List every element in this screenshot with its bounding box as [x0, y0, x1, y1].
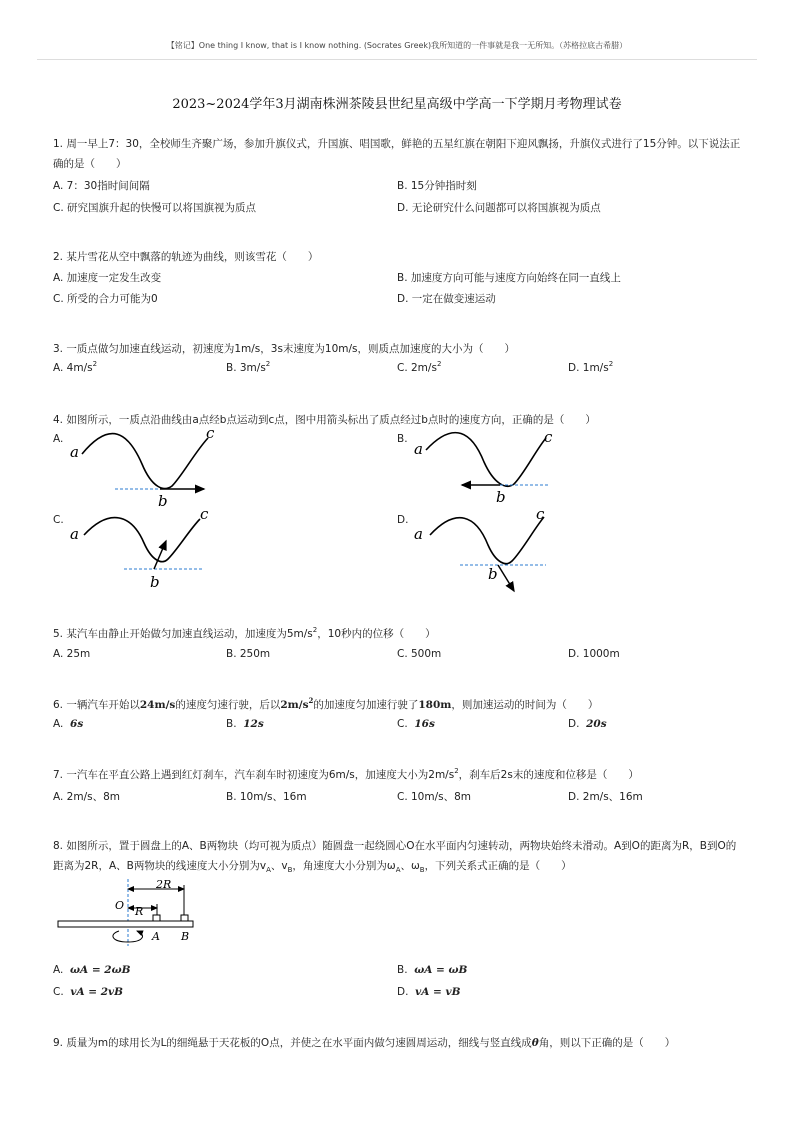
- q8-label-r: R: [135, 905, 144, 918]
- question-8-option-b[interactable]: [397, 964, 467, 976]
- q4d-point-c: c: [536, 505, 545, 523]
- question-1-line-1: 1. 周一早上7：30，全校师生齐聚广场，参加升旗仪式，升国旗、唱国歌，鲜艳的五星红旗在朝阳下迎风飘扬，升旗仪式进行了15分钟。以下说法正: [53, 138, 741, 150]
- q8-b-label: B.: [397, 964, 408, 976]
- q5-stem-pre: 5. 某汽车由静止开始做匀加速直线运动，加速度为5m/s: [53, 628, 313, 640]
- question-2-option-d[interactable]: D. 一定在做变速运动: [397, 293, 496, 305]
- question-2-option-a[interactable]: A. 加速度一定发生改变: [53, 272, 162, 284]
- question-4-figure-a[interactable]: [60, 422, 230, 512]
- question-3-option-c[interactable]: [397, 362, 441, 374]
- q3-d-exp: 2: [608, 360, 614, 368]
- q6-p2: 的速度匀速行驶，后以: [175, 699, 281, 711]
- q7-stem-post: ，刹车后2s末的速度和位移是（ ）: [458, 769, 639, 781]
- q8-c-label: C.: [53, 986, 64, 998]
- question-2-option-b[interactable]: B. 加速度方向可能与速度方向始终在同一直线上: [397, 272, 621, 284]
- question-7-option-d[interactable]: D. 2m/s、16m: [568, 791, 643, 803]
- q8-label-a: A: [152, 930, 160, 943]
- question-1-option-a[interactable]: A. 7：30指时间间隔: [53, 180, 150, 192]
- q4d-curve: [430, 517, 544, 564]
- question-8-line-1: 8. 如图所示，置于圆盘上的A、B两物块（均可视为质点）随圆盘一起绕圆心O在水平面内匀速转动，两物块始终未滑动。A到O的距离为R，B到O的: [53, 840, 737, 852]
- question-4-option-a-label[interactable]: A.: [53, 433, 64, 445]
- question-4-option-d-label[interactable]: D.: [397, 514, 409, 526]
- question-6-option-c[interactable]: [397, 718, 435, 730]
- q4b-point-a: a: [414, 440, 423, 458]
- q6-p3: 的加速度匀加速行驶了: [313, 699, 419, 711]
- q4d-point-b: b: [488, 565, 498, 583]
- q4c-velocity-arrow: [154, 541, 166, 569]
- question-1-option-b[interactable]: B. 15分钟指时刻: [397, 180, 477, 192]
- q3-d-text: D. 1m/s: [568, 362, 609, 374]
- q6-b-value: 12s: [243, 718, 264, 730]
- q4a-point-b: b: [158, 492, 168, 510]
- q8-block-a: [153, 915, 160, 921]
- q5-stem-post: ，10秒内的位移（ ）: [317, 628, 436, 640]
- q8-l2c: ，角速度大小分别为ω: [292, 860, 396, 872]
- question-4-figure-d[interactable]: [404, 505, 574, 600]
- q3-c-text: C. 2m/s: [397, 362, 437, 374]
- q9-theta: θ: [531, 1037, 539, 1049]
- question-2-stem: 2. 某片雪花从空中飘落的轨迹为曲线，则该雪花（ ）: [53, 251, 319, 263]
- question-7-stem: [53, 767, 639, 782]
- q8-label-o: O: [115, 899, 125, 912]
- q3-a-text: A. 4m/s: [53, 362, 93, 374]
- header-divider: [37, 59, 757, 60]
- q4b-point-c: c: [544, 428, 553, 446]
- q8-a-label: A.: [53, 964, 64, 976]
- q8-block-b: [181, 915, 188, 921]
- question-5-stem: [53, 626, 436, 641]
- question-9-stem: [53, 1035, 675, 1050]
- question-6-option-a[interactable]: [53, 718, 83, 730]
- question-1-line-2: 确的是（ ）: [53, 158, 127, 170]
- q4b-point-b: b: [496, 488, 506, 506]
- question-4-figure-c[interactable]: [60, 505, 230, 595]
- q6-b-label: B.: [226, 718, 237, 730]
- question-2-option-c[interactable]: C. 所受的合力可能为0: [53, 293, 158, 305]
- question-5-option-d[interactable]: D. 1000m: [568, 648, 620, 660]
- q8-label-b: B: [181, 930, 190, 943]
- q6-c-label: C.: [397, 718, 408, 730]
- exam-title: 2023~2024学年3月湖南株洲茶陵县世纪星高级中学高一下学期月考物理试卷: [172, 97, 622, 112]
- question-3-option-d[interactable]: [568, 362, 613, 374]
- question-5-option-b[interactable]: B. 250m: [226, 648, 271, 660]
- q3-b-text: B. 3m/s: [226, 362, 266, 374]
- question-8-stem: [53, 836, 743, 876]
- q4a-point-a: a: [70, 443, 79, 461]
- question-8-option-a[interactable]: [53, 964, 130, 976]
- q6-v2: 2m/s: [280, 699, 309, 711]
- q8-sub-a2: A: [395, 866, 401, 875]
- question-4-figure-b[interactable]: [404, 422, 574, 512]
- q6-a-value: 6s: [70, 718, 84, 730]
- q6-d-value: 20s: [586, 718, 607, 730]
- q6-a-label: A.: [53, 718, 64, 730]
- q4c-point-c: c: [200, 505, 209, 523]
- question-4-stem: 4. 如图所示，一质点沿曲线由a点经b点运动到c点，图中用箭头标出了质点经过b点时的速度方向，正确的是（ ）: [53, 414, 596, 426]
- q9-stem-post: 角，则以下正确的是（ ）: [538, 1037, 676, 1049]
- q7-stem-exp: 2: [454, 767, 459, 775]
- q8-a-math: ωA = 2ωB: [70, 964, 131, 976]
- q8-l2e: ，下列关系式正确的是（ ）: [424, 860, 572, 872]
- q3-c-exp: 2: [436, 360, 442, 368]
- question-8-figure-disc: [55, 876, 205, 948]
- q8-l2b: 、v: [270, 860, 288, 872]
- q8-d-label: D.: [397, 986, 409, 998]
- q8-l2d: 、ω: [400, 860, 420, 872]
- q8-sub-b2: B: [419, 866, 425, 875]
- q9-stem-pre: 9. 质量为m的球用长为L的细绳悬于天花板的O点，并使之在水平面内做匀速圆周运动，细线与竖直线成: [53, 1037, 532, 1049]
- question-3-stem: 3. 一质点做匀加速直线运动，初速度为1m/s，3s末速度为10m/s，则质点加速度的大小为（ ）: [53, 343, 516, 355]
- question-6-stem: [53, 697, 598, 712]
- q4b-curve: [426, 433, 546, 487]
- q8-label-2r: 2R: [156, 878, 172, 891]
- q6-p4: ，则加速运动的时间为（ ）: [451, 699, 599, 711]
- q6-c-value: 16s: [414, 718, 435, 730]
- q4a-curve: [82, 434, 208, 489]
- question-1-option-d[interactable]: D. 无论研究什么问题都可以将国旗视为质点: [397, 202, 601, 214]
- page-header-motto: 【铭记】One thing I know, that is I know nothing. (Socrates Greek)我所知道的一件事就是我一无所知。（苏格拉底古希腊）: [166, 41, 628, 50]
- question-7-option-c[interactable]: C. 10m/s、8m: [397, 791, 472, 803]
- q4c-point-a: a: [70, 525, 79, 543]
- question-3-option-a[interactable]: [53, 362, 97, 374]
- q5-stem-exp: 2: [312, 626, 318, 634]
- q6-d-label: D.: [568, 718, 580, 730]
- q8-l2a: 距离为2R，A、B两物块的线速度大小分别为v: [53, 860, 267, 872]
- q3-a-exp: 2: [92, 360, 98, 368]
- question-6-option-b[interactable]: [226, 718, 264, 730]
- q6-v3: 180m: [418, 699, 452, 711]
- question-8-line-2: [53, 856, 743, 876]
- q4c-point-b: b: [150, 573, 160, 591]
- q6-v1: 24m/s: [139, 699, 176, 711]
- question-7-option-a[interactable]: A. 2m/s、8m: [53, 791, 120, 803]
- q6-exp: 2: [308, 696, 314, 705]
- question-8-option-c[interactable]: [53, 986, 123, 998]
- question-1-option-c[interactable]: C. 研究国旗升起的快慢可以将国旗视为质点: [53, 202, 257, 214]
- q8-sub-a1: A: [266, 866, 271, 875]
- question-4-option-b-label[interactable]: B.: [397, 433, 408, 445]
- q8-disc: [58, 921, 193, 927]
- q8-b-math: ωA = ωB: [414, 964, 468, 976]
- q4a-point-c: c: [206, 424, 215, 442]
- question-7-option-b[interactable]: B. 10m/s、16m: [226, 791, 307, 803]
- question-6-option-d[interactable]: [568, 718, 607, 730]
- q3-b-exp: 2: [265, 360, 271, 368]
- question-3-option-b[interactable]: [226, 362, 270, 374]
- q7-stem-pre: 7. 一汽车在平直公路上遇到红灯刹车，汽车刹车时初速度为6m/s，加速度大小为2m/s: [53, 769, 455, 781]
- q4c-curve: [84, 518, 200, 562]
- question-5-option-a[interactable]: A. 25m: [53, 648, 91, 660]
- question-1-stem: [53, 134, 743, 174]
- q4d-velocity-arrow: [498, 565, 514, 591]
- question-5-option-c[interactable]: C. 500m: [397, 648, 442, 660]
- q4d-point-a: a: [414, 525, 423, 543]
- q8-d-math: vA = vB: [415, 986, 461, 998]
- q6-p1: 6. 一辆汽车开始以: [53, 699, 140, 711]
- question-8-option-d[interactable]: [397, 986, 460, 998]
- question-4-option-c-label[interactable]: C.: [53, 514, 64, 526]
- q8-sub-b1: B: [287, 866, 293, 875]
- q8-c-math: vA = 2vB: [70, 986, 123, 998]
